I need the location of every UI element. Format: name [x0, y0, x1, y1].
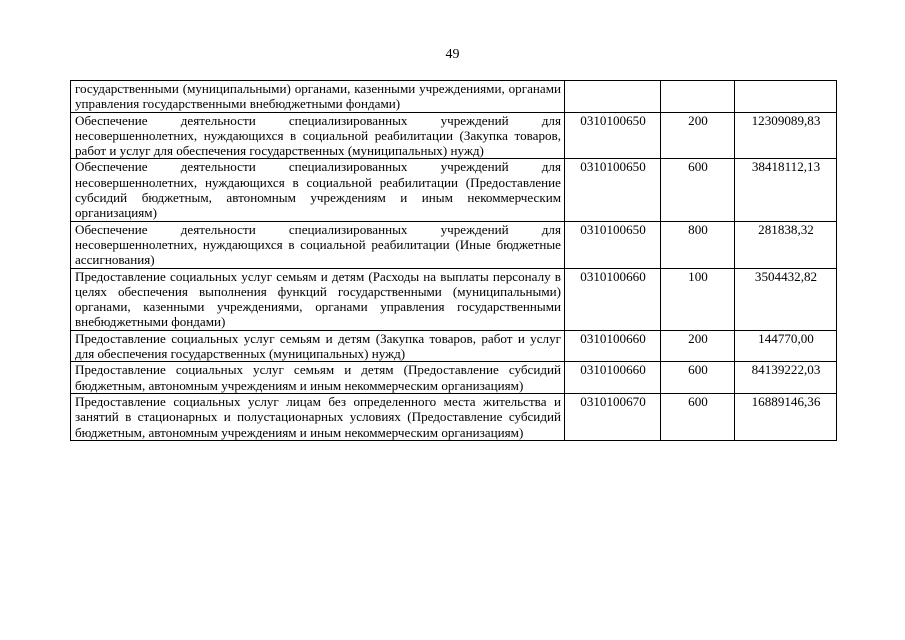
target-code: 0310100660	[565, 362, 661, 394]
expense-type: 200	[661, 330, 735, 362]
amount: 12309089,83	[735, 112, 837, 159]
target-code: 0310100660	[565, 330, 661, 362]
amount: 16889146,36	[735, 393, 837, 440]
table-row	[71, 221, 837, 268]
amount	[735, 81, 837, 113]
amount: 281838,32	[735, 221, 837, 268]
amount: 38418112,13	[735, 159, 837, 221]
target-code	[565, 81, 661, 113]
table-row	[71, 268, 837, 330]
amount: 3504432,82	[735, 268, 837, 330]
table-row	[71, 81, 837, 113]
page-number: 49	[445, 47, 460, 62]
expense-type: 600	[661, 393, 735, 440]
expense-type: 600	[661, 159, 735, 221]
expense-type: 600	[661, 362, 735, 394]
target-code: 0310100650	[565, 112, 661, 159]
target-code: 0310100670	[565, 393, 661, 440]
amount: 84139222,03	[735, 362, 837, 394]
target-code: 0310100660	[565, 268, 661, 330]
expense-name: Обеспечение деятельности специализированных учреждений для несовершеннолетних, нуждающихся в социальной реабилитации (Закупка товаров, работ и услуг для обеспечения государственных (муниципальных) нужд)	[71, 112, 565, 159]
expense-name: Предоставление социальных услуг семьям и детям (Расходы на выплаты персоналу в целях обеспечения выполнения функций государственными (муниципальными) органами, казенными учреждениями, органами управления государственными внебюджетными фондами)	[71, 268, 565, 330]
budget-table	[70, 80, 837, 441]
table-row	[71, 362, 837, 394]
expense-type	[661, 81, 735, 113]
expense-name: государственными (муниципальными) органами, казенными учреждениями, органами управления государственными внебюджетными фондами)	[71, 81, 565, 113]
expense-name: Обеспечение деятельности специализированных учреждений для несовершеннолетних, нуждающихся в социальной реабилитации (Предоставление субсидий бюджетным, автономным учреждениям и иным некоммерческим организациям)	[71, 159, 565, 221]
expense-type: 200	[661, 112, 735, 159]
expense-name: Предоставление социальных услуг семьям и детям (Закупка товаров, работ и услуг для обеспечения государственных (муниципальных) нужд)	[71, 330, 565, 362]
table-row	[71, 159, 837, 221]
expense-type: 800	[661, 221, 735, 268]
expense-name: Предоставление социальных услуг лицам без определенного места жительства и занятий в стационарных и полустационарных условиях (Предоставление субсидий бюджетным, автономным учреждениям и иным некоммерческим организациям)	[71, 393, 565, 440]
expense-name: Предоставление социальных услуг семьям и детям (Предоставление субсидий бюджетным, автономным учреждениям и иным некоммерческим организациям)	[71, 362, 565, 394]
target-code: 0310100650	[565, 221, 661, 268]
table-row	[71, 112, 837, 159]
expense-name: Обеспечение деятельности специализированных учреждений для несовершеннолетних, нуждающихся в социальной реабилитации (Иные бюджетные ассигнования)	[71, 221, 565, 268]
table-row	[71, 393, 837, 440]
target-code: 0310100650	[565, 159, 661, 221]
amount: 144770,00	[735, 330, 837, 362]
table-row	[71, 330, 837, 362]
expense-type: 100	[661, 268, 735, 330]
